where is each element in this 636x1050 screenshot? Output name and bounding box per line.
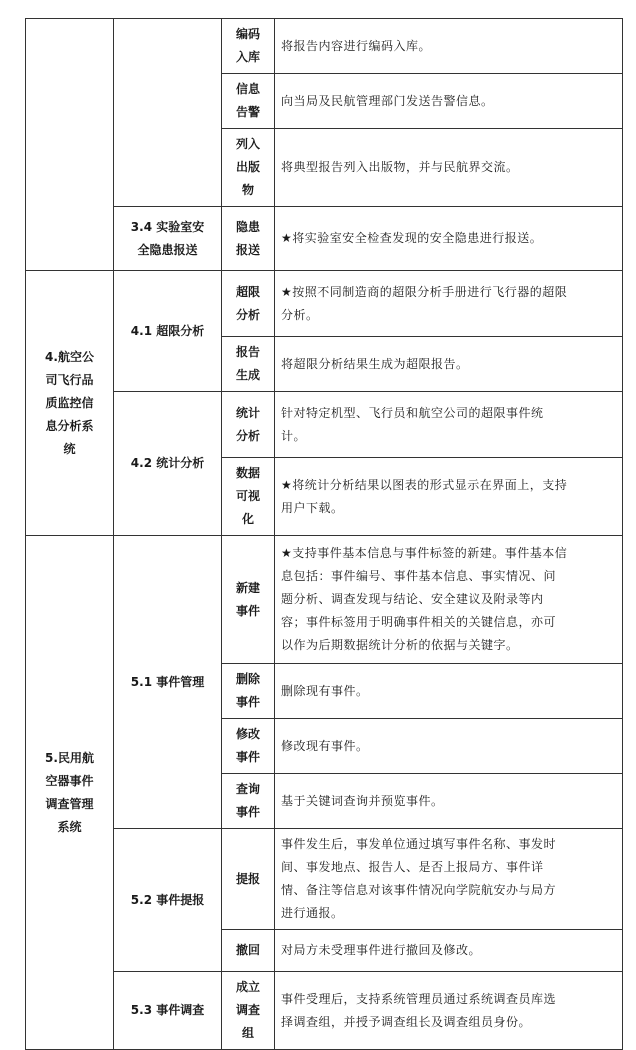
description-line: 针对特定机型、飞行员和航空公司的超限事件统 bbox=[281, 405, 544, 420]
function-cell bbox=[222, 392, 275, 458]
function-label-line: 分析 bbox=[235, 428, 260, 443]
function-label-line: 出版 bbox=[235, 160, 260, 174]
description-line: 息包括：事件编号、事件基本信息、事实情况、问 bbox=[281, 569, 557, 583]
module-label-line: 3.4 实验室安 bbox=[130, 219, 205, 234]
description-line: 事件受理后，支持系统管理员通过系统调查员库选 bbox=[281, 991, 557, 1006]
function-cell bbox=[222, 271, 275, 337]
function-label-line: 调查 bbox=[235, 1003, 260, 1017]
function-label-line: 组 bbox=[241, 1026, 254, 1040]
system-cell bbox=[26, 271, 114, 536]
function-label-line: 化 bbox=[241, 512, 254, 526]
system-label-line: 司飞行品 bbox=[45, 372, 94, 387]
function-cell bbox=[222, 74, 275, 129]
system-cell-continued bbox=[26, 19, 114, 271]
description-cell: 将报告内容进行编码入库。 bbox=[275, 19, 623, 74]
table-row bbox=[26, 19, 623, 74]
description-line: 进行通报。 bbox=[281, 906, 344, 920]
system-label-line: 空器事件 bbox=[45, 773, 94, 788]
function-label-line: 删除 bbox=[235, 672, 260, 686]
description-line: 用户下载。 bbox=[281, 500, 344, 515]
description-line: 以作为后期数据统计分析的依据与关键字。 bbox=[281, 638, 519, 652]
description-line: 题分析、调查发现与结论、安全建议及附录等内 bbox=[281, 592, 544, 606]
function-cell bbox=[222, 129, 275, 207]
function-label-line: 列入 bbox=[235, 137, 260, 151]
function-cell bbox=[222, 774, 275, 829]
module-cell: 5.3 事件调查 bbox=[114, 972, 222, 1050]
module-cell: 4.2 统计分析 bbox=[114, 392, 222, 536]
function-label-line: 事件 bbox=[235, 695, 260, 709]
function-cell bbox=[222, 664, 275, 719]
system-label-line: 统 bbox=[63, 441, 76, 456]
description-line: 容；事件标签用于明确事件相关的关键信息，亦可 bbox=[281, 615, 557, 629]
function-label-line: 生成 bbox=[235, 368, 260, 382]
description-cell bbox=[275, 829, 623, 930]
function-cell bbox=[222, 207, 275, 271]
description-cell: 将超限分析结果生成为超限报告。 bbox=[275, 337, 623, 392]
function-label-line: 物 bbox=[241, 183, 254, 197]
system-label-line: 4.航空公 bbox=[45, 349, 94, 364]
description-line: ★按照不同制造商的超限分析手册进行飞行器的超限 bbox=[281, 284, 568, 299]
function-cell bbox=[222, 458, 275, 536]
system-label-line: 息分析系 bbox=[45, 418, 94, 433]
description-line: 情、备注等信息对该事件情况向学院航安办与局方 bbox=[281, 883, 557, 897]
module-cell: 5.1 事件管理 bbox=[114, 536, 222, 829]
module-label-line: 全隐患报送 bbox=[137, 242, 198, 257]
system-label-line: 5.民用航 bbox=[45, 750, 94, 765]
function-label-line: 隐患 bbox=[235, 219, 260, 234]
function-label-line: 超限 bbox=[235, 284, 260, 299]
function-label-line: 报送 bbox=[235, 242, 260, 257]
description-cell: ★将实验室安全检查发现的安全隐患进行报送。 bbox=[275, 207, 623, 271]
function-label-line: 数据 bbox=[235, 466, 260, 480]
table-row bbox=[26, 207, 623, 271]
description-cell: 向当局及民航管理部门发送告警信息。 bbox=[275, 74, 623, 129]
description-cell bbox=[275, 972, 623, 1050]
module-cell-continued bbox=[114, 19, 222, 207]
description-cell bbox=[275, 392, 623, 458]
function-label-line: 入库 bbox=[235, 50, 260, 64]
description-line: ★将统计分析结果以图表的形式显示在界面上，支持 bbox=[281, 477, 568, 492]
function-cell bbox=[222, 536, 275, 664]
function-label-line: 事件 bbox=[235, 603, 260, 618]
description-cell: 基于关键词查询并预览事件。 bbox=[275, 774, 623, 829]
function-cell: 撤回 bbox=[222, 930, 275, 972]
function-label-line: 成立 bbox=[235, 980, 260, 994]
table-row bbox=[26, 536, 623, 664]
system-label-line: 调查管理 bbox=[45, 796, 94, 811]
description-line: 计。 bbox=[281, 428, 307, 443]
description-line: 间、事发地点、报告人、是否上报局方、事件详 bbox=[281, 860, 544, 874]
function-cell bbox=[222, 972, 275, 1050]
description-line: 事件发生后，事发单位通过填写事件名称、事发时 bbox=[281, 837, 557, 851]
function-label-line: 修改 bbox=[235, 727, 260, 741]
description-cell: 修改现有事件。 bbox=[275, 719, 623, 774]
function-cell: 提报 bbox=[222, 829, 275, 930]
function-label-line: 事件 bbox=[235, 805, 260, 819]
function-label-line: 编码 bbox=[235, 27, 260, 41]
system-label-line: 质监控信 bbox=[45, 395, 94, 410]
function-label-line: 报告 bbox=[235, 345, 260, 359]
module-cell bbox=[114, 207, 222, 271]
function-label-line: 新建 bbox=[235, 580, 260, 595]
description-line: 分析。 bbox=[281, 307, 319, 322]
description-cell: 将典型报告列入出版物，并与民航界交流。 bbox=[275, 129, 623, 207]
function-label-line: 信息 bbox=[235, 82, 260, 96]
table-row bbox=[26, 271, 623, 337]
module-cell: 4.1 超限分析 bbox=[114, 271, 222, 392]
function-label-line: 事件 bbox=[235, 750, 260, 764]
function-cell bbox=[222, 337, 275, 392]
system-label-line: 系统 bbox=[57, 819, 82, 834]
function-label-line: 可视 bbox=[235, 489, 260, 503]
table-row bbox=[26, 972, 623, 1050]
function-cell bbox=[222, 19, 275, 74]
description-cell bbox=[275, 458, 623, 536]
module-cell: 5.2 事件提报 bbox=[114, 829, 222, 972]
table-row bbox=[26, 392, 623, 458]
description-cell bbox=[275, 271, 623, 337]
table-row bbox=[26, 829, 623, 930]
description-line: ★支持事件基本信息与事件标签的新建。事件基本信 bbox=[281, 546, 568, 560]
description-line: 择调查组，并授予调查组长及调查组员身份。 bbox=[281, 1014, 532, 1029]
system-cell bbox=[26, 536, 114, 1050]
function-cell bbox=[222, 719, 275, 774]
spec-table bbox=[25, 18, 623, 1050]
description-cell: 对局方未受理事件进行撤回及修改。 bbox=[275, 930, 623, 972]
function-label-line: 查询 bbox=[235, 782, 260, 796]
function-label-line: 统计 bbox=[235, 405, 260, 420]
function-label-line: 分析 bbox=[235, 307, 260, 322]
description-cell bbox=[275, 536, 623, 664]
function-label-line: 告警 bbox=[235, 105, 260, 119]
description-cell: 删除现有事件。 bbox=[275, 664, 623, 719]
